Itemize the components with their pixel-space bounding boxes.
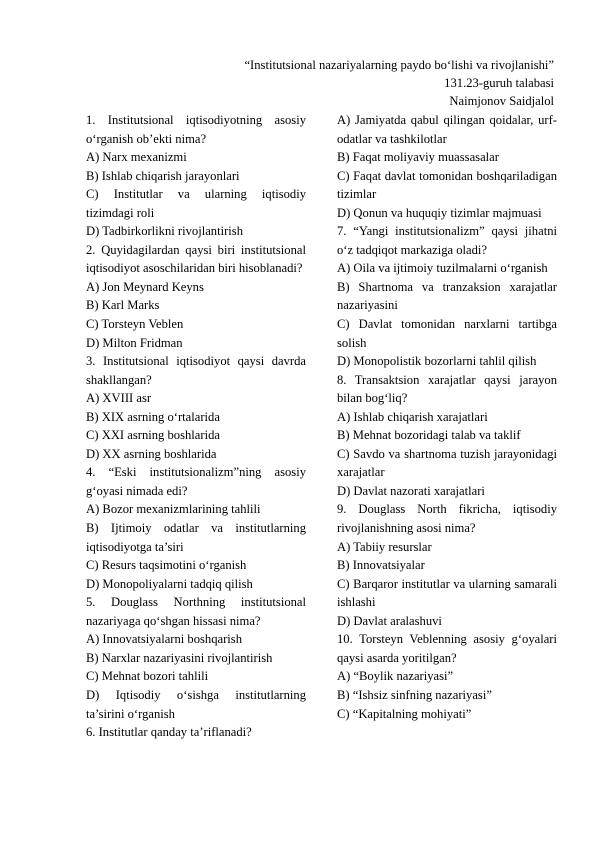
answer-option: A) XVIII asr xyxy=(86,391,152,406)
answer-option: C) Resurs taqsimotini o‘rganish xyxy=(86,558,247,573)
answer-option: C) Faqat davlat tomonidan boshqariladigan tizimlar xyxy=(337,168,557,202)
answer-option: D) XX asrning boshlarida xyxy=(86,446,217,461)
student-group: 131.23-guruh talabasi xyxy=(444,76,554,91)
answer-option: D) Qonun va huquqiy tizimlar majmuasi xyxy=(337,205,542,220)
answer-option: D) Monopoliyalarni tadqiq qilish xyxy=(86,576,253,591)
question-text: 1. Institutsional iqtisodiyotning asosiy o‘rganish ob’ekti nima? xyxy=(86,113,306,146)
answer-option: B) Karl Marks xyxy=(86,298,160,313)
question-text: 4. “Eski institutsionalizm”ning asosiy g‘oyasi nimada edi? xyxy=(86,465,306,498)
answer-option: A) Jon Meynard Keyns xyxy=(86,279,204,294)
answer-option: D) Davlat nazorati xarajatlari xyxy=(337,483,485,498)
answer-option: D) Milton Fridman xyxy=(86,335,183,350)
answer-option: A) “Boylik nazariyasi” xyxy=(337,669,454,684)
answer-option: A) Narx mexanizmi xyxy=(86,150,187,165)
answer-option: A) Bozor mexanizmlarining tahlili xyxy=(86,502,261,517)
answer-option: D) Davlat aralashuvi xyxy=(337,613,442,628)
answer-option: C) Savdo va shartnoma tuzish jarayonidagi xarajatlar xyxy=(337,446,557,480)
question-text: 6. Institutlar qanday ta’riflanadi? xyxy=(86,725,252,740)
question-text: 10. Torsteyn Veblenning asosiy g‘oyalari qaysi asarda yoritilgan? xyxy=(337,632,557,665)
answer-option: C) “Kapitalning mohiyati” xyxy=(337,706,472,721)
answer-option: C) Davlat tomonidan narxlarni tartibga solish xyxy=(337,317,557,350)
answer-option: B) Mehnat bozoridagi talab va taklif xyxy=(337,428,521,443)
answer-option: B) Ijtimoiy odatlar va institutlarning iqtisodiyotga ta’siri xyxy=(86,521,306,554)
question-text: 5. Douglass Northning institutsional nazariyaga qo‘shgan hissasi nima? xyxy=(86,595,306,628)
document-title: “Institutsional nazariyalarning paydo bo‘lishi va rivojlanishi” xyxy=(244,58,554,72)
answer-option: B) Narxlar nazariyasini rivojlantirish xyxy=(86,650,273,665)
answer-option: A) Innovatsiyalarni boshqarish xyxy=(86,632,242,647)
document-header xyxy=(54,56,554,111)
question-text: 3. Institutsional iqtisodiyot qaysi davrda shakllangan? xyxy=(86,354,306,387)
left-column xyxy=(86,111,306,742)
answer-option: D) Monopolistik bozorlarni tahlil qilish xyxy=(337,354,537,369)
answer-option: C) Barqaror institutlar va ularning samarali ishlashi xyxy=(337,576,557,610)
answer-option: D) Iqtisodiy o‘sishga institutlarning ta’sirini o‘rganish xyxy=(86,687,306,721)
answer-option: B) “Ishsiz sinfning nazariyasi” xyxy=(337,687,492,702)
answer-option: B) Faqat moliyaviy muassasalar xyxy=(337,150,499,165)
answer-option: A) Oila va ijtimoiy tuzilmalarni o‘rganish xyxy=(337,261,548,276)
answer-option: A) Jamiyatda qabul qilingan qoidalar, urf-odatlar va tashkilotlar xyxy=(337,113,557,146)
question-text: 9. Douglass North fikricha, iqtisodiy rivojlanishning asosi nima? xyxy=(337,502,557,536)
question-text: 2. Quyidagilardan qaysi biri institutsional iqtisodiyot asoschilaridan biri hisoblanadi? xyxy=(86,242,306,276)
answer-option: B) XIX asrning o‘rtalarida xyxy=(86,409,220,424)
answer-option: C) XXI asrning boshlarida xyxy=(86,428,220,443)
student-name: Naimjonov Saidjalol xyxy=(449,94,554,109)
answer-option: C) Mehnat bozori tahlili xyxy=(86,669,209,684)
answer-option: A) Ishlab chiqarish xarajatlari xyxy=(337,409,488,424)
right-column xyxy=(337,111,557,723)
answer-option: C) Institutlar va ularning iqtisodiy tizimdagi roli xyxy=(86,187,306,220)
answer-option: C) Torsteyn Veblen xyxy=(86,317,184,332)
answer-option: B) Innovatsiyalar xyxy=(337,558,425,573)
question-text: 8. Transaktsion xarajatlar qaysi jarayon bilan bog‘liq? xyxy=(337,372,557,406)
question-text: 7. “Yangi institutsionalizm” qaysi jihatni o‘z tadqiqot markaziga oladi? xyxy=(337,224,557,257)
answer-option: B) Ishlab chiqarish jarayonlari xyxy=(86,168,240,183)
answer-option: D) Tadbirkorlikni rivojlantirish xyxy=(86,224,243,239)
answer-option: B) Shartnoma va tranzaksion xarajatlar nazariyasini xyxy=(337,279,557,313)
answer-option: A) Tabiiy resurslar xyxy=(337,539,432,554)
